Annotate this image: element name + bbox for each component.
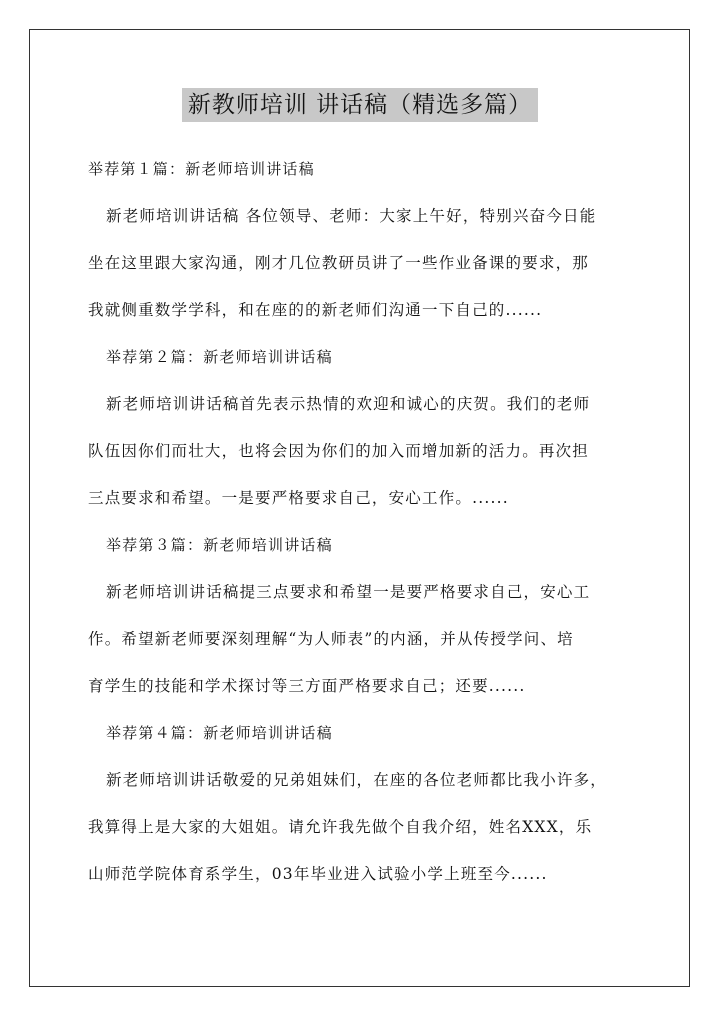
section-1-heading: 举荐第１篇：新老师培训讲话稿 bbox=[88, 160, 315, 178]
section-2-line-3: 三点要求和希望。一是要严格要求自己，安心工作。...... bbox=[88, 489, 509, 507]
section-4-heading: 举荐第４篇：新老师培训讲话稿 bbox=[106, 724, 333, 742]
document-title: 新教师培训 讲话稿（精选多篇） bbox=[182, 88, 538, 122]
section-4-line-1: 新老师培训讲话敬爱的兄弟姐妹们，在座的各位老师都比我小许多， bbox=[106, 771, 608, 789]
section-3-line-3: 育学生的技能和学术探讨等三方面严格要求自己；还要...... bbox=[88, 677, 526, 695]
title-container bbox=[0, 88, 720, 122]
section-3-heading: 举荐第３篇：新老师培训讲话稿 bbox=[106, 536, 333, 554]
section-2-heading: 举荐第２篇：新老师培训讲话稿 bbox=[106, 348, 333, 366]
section-1-line-2: 坐在这里跟大家沟通，刚才几位教研员讲了一些作业备课的要求，那 bbox=[88, 254, 590, 272]
section-2-line-2: 队伍因你们而壮大，也将会因为你们的加入而增加新的活力。再次担 bbox=[88, 442, 590, 460]
section-1-line-3: 我就侧重数学学科，和在座的的新老师们沟通一下自己的...... bbox=[88, 301, 543, 319]
section-3-line-2: 作。希望新老师要深刻理解“为人师表”的内涵，并从传授学问、培 bbox=[88, 630, 574, 648]
section-3-line-1: 新老师培训讲话稿提三点要求和希望一是要严格要求自己，安心工 bbox=[106, 583, 591, 601]
section-4-line-3: 山师范学院体育系学生，03年毕业进入试验小学上班至今...... bbox=[88, 865, 548, 883]
section-4-line-2: 我算得上是大家的大姐姐。请允许我先做个自我介绍，姓名XXX，乐 bbox=[88, 818, 593, 836]
section-1-line-1: 新老师培训讲话稿 各位领导、老师：大家上午好，特别兴奋今日能 bbox=[106, 207, 597, 225]
section-2-line-1: 新老师培训讲话稿首先表示热情的欢迎和诚心的庆贺。我们的老师 bbox=[106, 395, 591, 413]
